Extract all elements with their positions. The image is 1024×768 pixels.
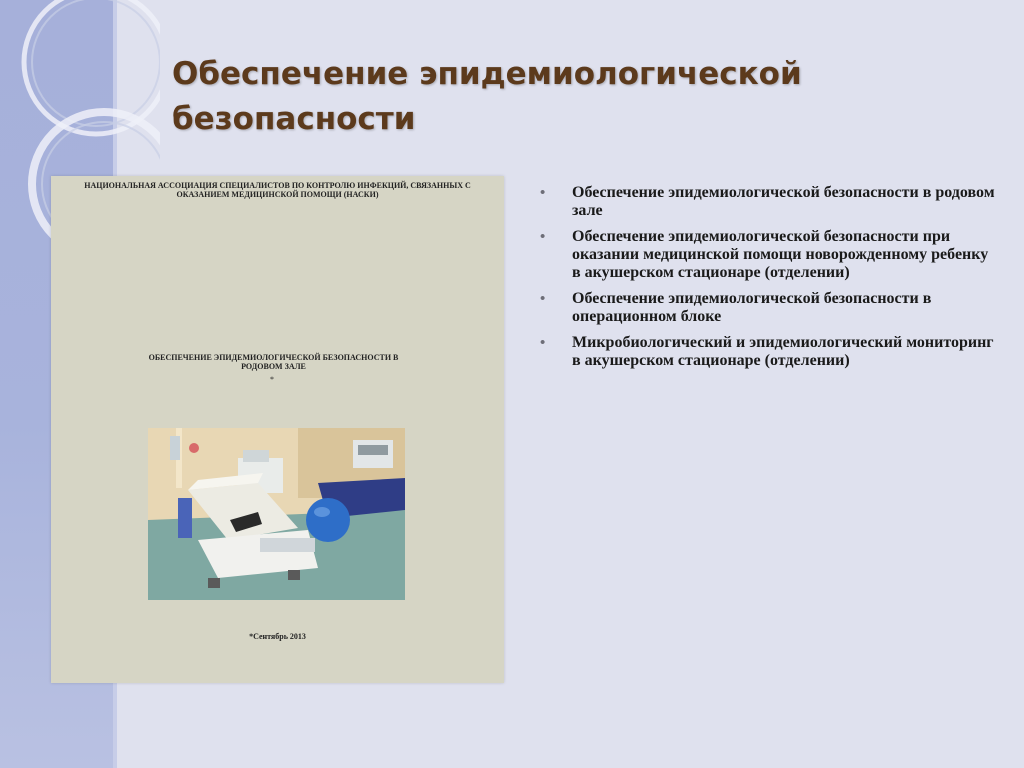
bullet-item-delivery-room [540,184,995,220]
bullet-icon: • [540,335,546,351]
bullet-text: Микробиологический и эпидемиологический мониторинг в акушерском стационаре (отделении) [572,334,994,369]
bullet-list [540,184,995,378]
bullet-item-operating-unit [540,290,995,326]
bullet-icon: • [540,291,546,307]
photo-console-panel [358,445,388,455]
bullet-text: Обеспечение эпидемиологической безопасности в операционном блоке [572,290,932,325]
document-cover [51,176,504,683]
slide-title: Обеспечение эпидемиологической безопасности [172,56,802,137]
cover-mark: * [270,375,274,384]
photo-bed-wheel-right [288,570,300,580]
decorative-ring-top-inner [32,0,160,126]
bullet-item-monitoring [540,334,995,370]
cover-organization: НАЦИОНАЛЬНАЯ АССОЦИАЦИЯ СПЕЦИАЛИСТОВ ПО КОНТРОЛЮ ИНФЕКЦИЙ, СВЯЗАННЫХ С ОКАЗАНИЕМ МЕДИЦИНСКОЙ ПОМОЩИ (НАСКИ) [84,181,471,199]
photo-monitor [243,450,269,462]
photo-bed-tray [260,538,315,552]
photo-wall-toy [189,443,199,453]
bullet-icon: • [540,229,546,245]
bullet-item-newborn-care [540,228,995,282]
photo-blue-ball [306,498,350,542]
delivery-room-illustration [148,428,405,600]
cover-title: ОБЕСПЕЧЕНИЕ ЭПИДЕМИОЛОГИЧЕСКОЙ БЕЗОПАСНОСТИ В РОДОВОМ ЗАЛЕ [148,353,399,371]
photo-bed-wheel [208,578,220,588]
photo-ball-highlight [314,507,330,517]
cover-date: *Сентябрь 2013 [249,632,306,641]
bullet-text: Обеспечение эпидемиологической безопасности при оказании медицинской помощи новорожденному ребенку в акушерском стационаре (отделении) [572,228,989,281]
photo-bed-side-rail [178,498,192,538]
delivery-room-photo [148,428,405,600]
photo-wall-fixture [170,436,180,460]
bullet-icon: • [540,185,546,201]
bullet-text: Обеспечение эпидемиологической безопасности в родовом зале [572,184,995,219]
